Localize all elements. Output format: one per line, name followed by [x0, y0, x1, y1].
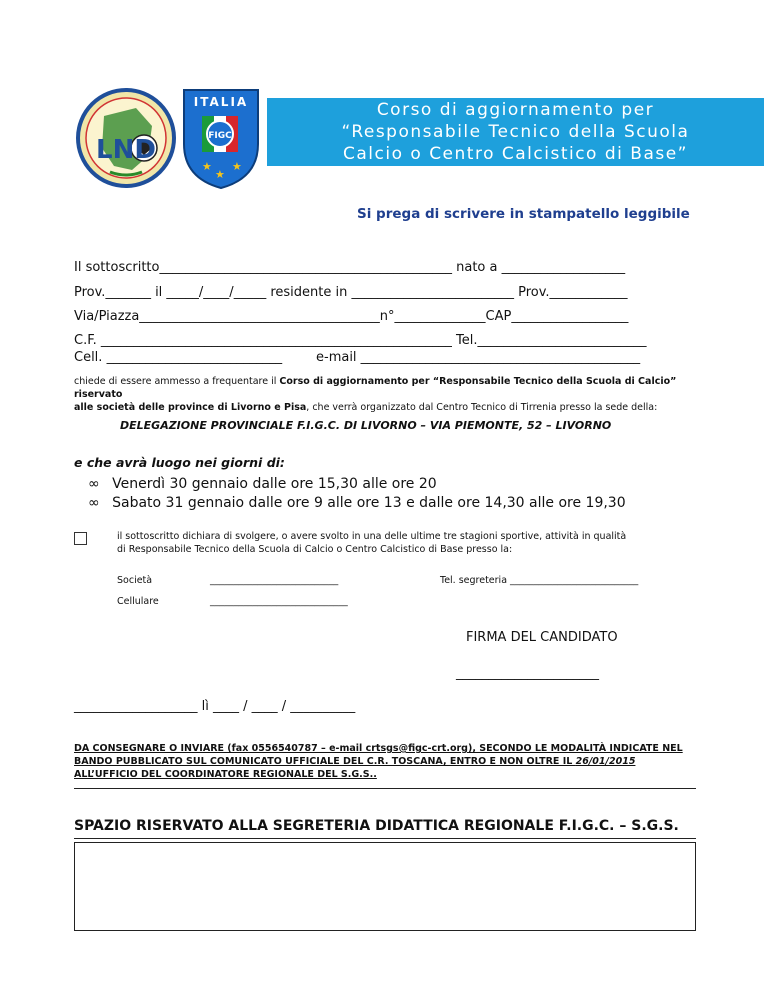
form-line-email: e-mail ___________________________________________	[316, 350, 641, 365]
svg-text:★: ★	[202, 160, 212, 173]
form-line-birth: Prov._______ il _____/____/_____ residente in _________________________ Prov.____________	[74, 285, 628, 300]
delivery-notice: DA CONSEGNARE O INVIARE (fax 0556540787 – e-mail crtsgs@figc-crt.org), SECONDO LE MODALITÀ INDICATE NEL BANDO PUBBLICATO SUL COMUNICATO UFFICIALE DEL C.R. TOSCANA, ENTRO E NON OLTRE IL 26/01/2015 ALL’UFFICIO DEL COORDINATORE REGIONALE DEL S.G.S..	[74, 743, 683, 780]
lnd-logo	[74, 86, 178, 190]
lnd-text: LND	[96, 135, 156, 165]
reserved-box[interactable]	[74, 842, 696, 931]
cellulare-label: Cellulare	[117, 596, 159, 607]
request-paragraph: chiede di essere ammesso a frequentare il Corso di aggiornamento per “Responsabile Tecnico della Scuola di Calcio” riservato alle società delle province di Livorno e Pisa, che verrà organizzato dal Centro Tecnico di Tirrenia presso la sede della:	[74, 376, 677, 413]
form-line-cf-tel: C.F. ______________________________________________________ Tel.__________________________	[74, 333, 647, 348]
declaration-checkbox[interactable]	[74, 532, 87, 545]
divider	[74, 838, 696, 839]
date-place-line[interactable]: ___________________ lì ____ / ____ / __________	[74, 699, 356, 714]
form-line-cell: Cell. ___________________________	[74, 350, 283, 365]
declaration-text: il sottoscritto dichiara di svolgere, o avere svolto in una delle ultime tre stagioni sportive, attività in qualità di Responsabile Tecnico della Scuola di Calcio o Centro Calcistico di Base presso la:	[117, 531, 627, 555]
course-title-banner	[267, 98, 764, 166]
banner-line-2: “Responsabile Tecnico della Scuola	[341, 122, 690, 142]
banner-line-1: Corso di aggiornamento per	[376, 100, 655, 120]
svg-text:★: ★	[232, 160, 242, 173]
cellulare-field[interactable]: _____________________________	[210, 596, 348, 607]
signature-label: FIRMA DEL CANDIDATO	[466, 630, 618, 645]
date-item: ∞ Venerdì 30 gennaio dalle ore 15,30 alle ore 20	[88, 476, 437, 492]
divider	[74, 788, 696, 789]
reserved-section-title: SPAZIO RISERVATO ALLA SEGRETERIA DIDATTICA REGIONALE F.I.G.C. – S.G.S.	[74, 818, 679, 834]
societa-label: Società	[117, 575, 153, 586]
svg-text:★: ★	[215, 168, 225, 181]
signature-line[interactable]: ______________________	[456, 666, 599, 681]
italia-text: ITALIA	[193, 95, 249, 109]
tel-segreteria-field[interactable]: Tel. segreteria ___________________________	[440, 575, 639, 586]
dates-heading: e che avrà luogo nei giorni di:	[74, 455, 285, 470]
date-item: ∞ Sabato 31 gennaio dalle ore 9 alle ore 13 e dalle ore 14,30 alle ore 19,30	[88, 495, 626, 511]
bullet-icon: ∞	[88, 495, 100, 511]
form-line-address: Via/Piazza_____________________________________n°______________CAP__________________	[74, 309, 629, 324]
banner-line-3: Calcio o Centro Calcistico di Base”	[343, 144, 688, 164]
form-line-name: Il sottoscritto_____________________________________________ nato a ___________________	[74, 260, 626, 275]
figc-text: FIGC	[208, 131, 232, 141]
venue: DELEGAZIONE PROVINCIALE F.I.G.C. DI LIVORNO – VIA PIEMONTE, 52 – LIVORNO	[120, 419, 612, 432]
bullet-icon: ∞	[88, 476, 100, 492]
figc-logo	[180, 86, 262, 190]
print-instruction: Si prega di scrivere in stampatello leggibile	[357, 206, 690, 222]
societa-field[interactable]: ___________________________	[210, 575, 339, 586]
